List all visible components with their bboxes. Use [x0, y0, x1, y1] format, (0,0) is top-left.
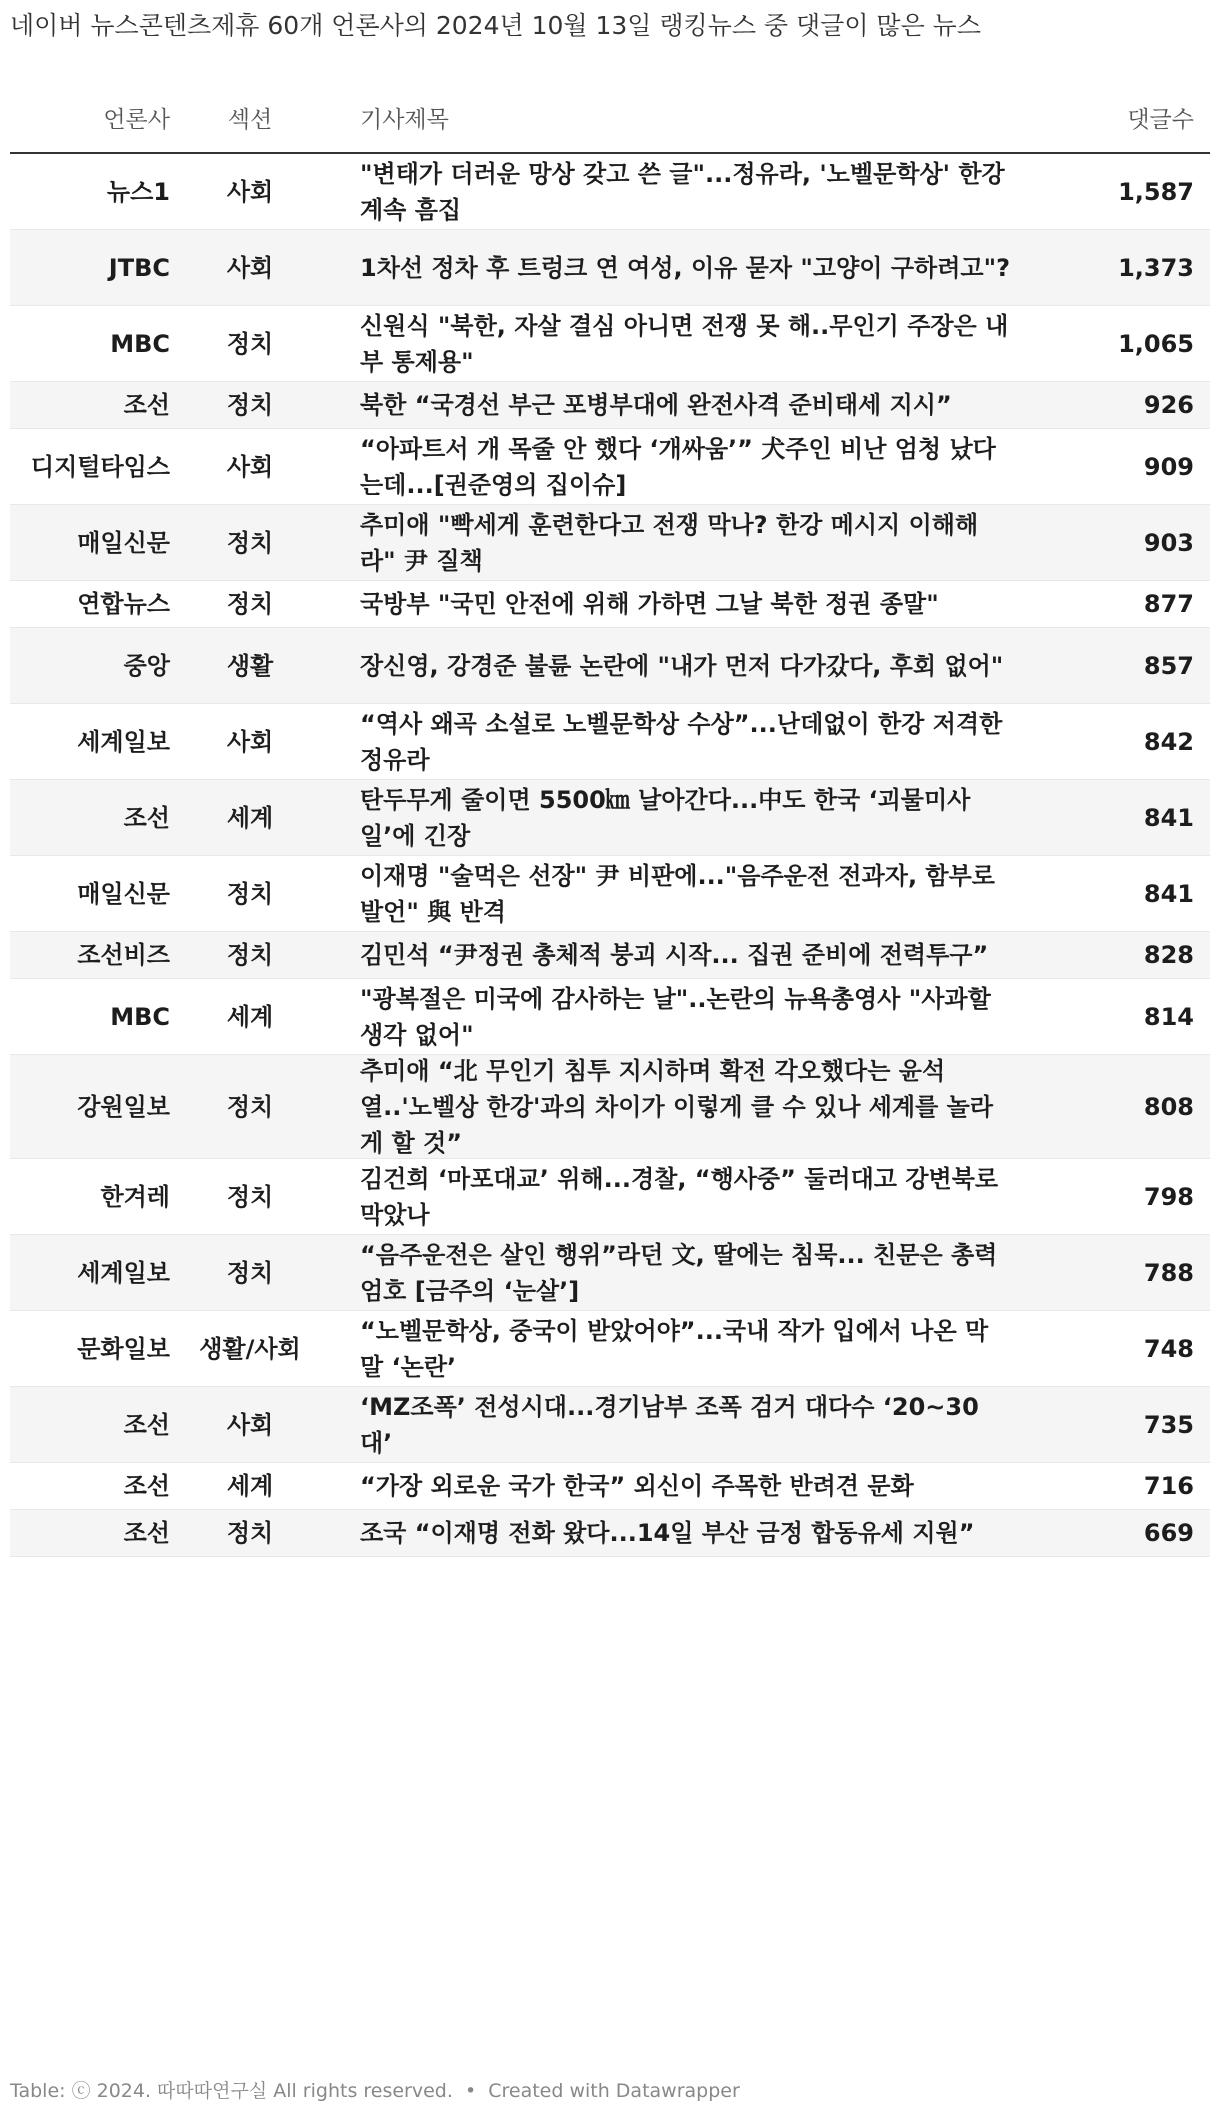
- section-cell: 정치: [226, 1092, 274, 1121]
- headline-cell[interactable]: 추미애 "빡세게 훈련한다고 전쟁 막나? 한강 메시지 이해해라" 尹 질책: [360, 510, 979, 575]
- headline-cell[interactable]: “노벨문학상, 중국이 받았어야”...국내 작가 입에서 나온 막말 ‘논란’: [360, 1316, 989, 1381]
- table-row: [10, 1235, 1210, 1311]
- table-row: [10, 979, 1210, 1055]
- comment-count-cell: 841: [1143, 879, 1194, 908]
- table-row: [10, 1463, 1210, 1510]
- table-row: [10, 154, 1210, 230]
- headline-cell[interactable]: “가장 외로운 국가 한국” 외신이 주목한 반려견 문화: [360, 1472, 914, 1500]
- table-row: [10, 856, 1210, 932]
- section-cell: 세계: [226, 1472, 274, 1500]
- table-row: [10, 628, 1210, 704]
- footer-credit: Table: ⓒ 2024. 따따따연구실 All rights reserved.: [10, 2080, 453, 2102]
- table-row: [10, 230, 1210, 306]
- comment-count-cell: 1,065: [1118, 329, 1194, 358]
- comment-count-cell: 788: [1143, 1258, 1194, 1287]
- section-cell: 사회: [226, 177, 274, 206]
- section-cell: 사회: [226, 253, 274, 282]
- outlet-cell: 연합뉴스: [77, 590, 170, 618]
- headline-cell[interactable]: "광복절은 미국에 감사하는 날"..논란의 뉴욕총영사 "사과할 생각 없어": [360, 984, 991, 1049]
- comment-count-cell: 857: [1143, 651, 1194, 680]
- table-row: [10, 1311, 1210, 1387]
- column-header-outlet: 언론사: [103, 106, 170, 133]
- headline-cell[interactable]: 1차선 정차 후 트렁크 연 여성, 이유 묻자 "고양이 구하려고"?: [360, 253, 1010, 282]
- section-cell: 사회: [226, 1410, 274, 1439]
- table-row: [10, 1387, 1210, 1463]
- footer-tool-link[interactable]: Created with Datawrapper: [488, 2080, 740, 2102]
- headline-cell[interactable]: “음주운전은 살인 행위”라던 文, 딸에는 침묵... 친문은 총력 엄호 [금주의 ‘눈살’]: [360, 1240, 998, 1305]
- outlet-cell: 매일신문: [77, 879, 170, 908]
- outlet-cell: 조선비즈: [77, 941, 170, 969]
- section-cell: 정치: [226, 590, 274, 618]
- comment-count-cell: 926: [1143, 391, 1194, 419]
- table-row: [10, 780, 1210, 856]
- section-cell: 정치: [226, 1182, 274, 1211]
- headline-cell[interactable]: “역사 왜곡 소설로 노벨문학상 수상”...난데없이 한강 저격한 정유라: [360, 709, 1003, 774]
- comment-count-cell: 1,587: [1118, 177, 1194, 206]
- outlet-cell: 조선: [123, 803, 170, 832]
- headline-cell[interactable]: 장신영, 강경준 불륜 논란에 "내가 먼저 다가갔다, 후회 없어": [360, 651, 1004, 680]
- comment-count-cell: 842: [1143, 727, 1194, 756]
- section-cell: 정치: [226, 1258, 274, 1287]
- table-row: [10, 505, 1210, 581]
- table-row: [10, 429, 1210, 505]
- table-row: [10, 306, 1210, 382]
- section-cell: 정치: [226, 1519, 274, 1547]
- section-cell: 사회: [226, 452, 274, 481]
- comment-count-cell: 828: [1143, 941, 1194, 969]
- table-row: [10, 382, 1210, 429]
- outlet-cell: 조선: [123, 1519, 170, 1547]
- comment-count-cell: 798: [1143, 1182, 1194, 1211]
- table-row: [10, 1159, 1210, 1235]
- chart-title: 네이버 뉴스콘텐츠제휴 60개 언론사의 2024년 10월 13일 랭킹뉴스 중 댓글이 많은 뉴스: [10, 11, 981, 40]
- outlet-cell: 조선: [123, 391, 170, 419]
- headline-cell[interactable]: 김민석 “尹정권 총체적 붕괴 시작... 집권 준비에 전력투구”: [360, 941, 989, 969]
- outlet-cell: 조선: [123, 1472, 170, 1500]
- outlet-cell: 디지털타임스: [30, 452, 170, 481]
- section-cell: 세계: [226, 803, 274, 832]
- table-row: [10, 581, 1210, 628]
- comment-count-cell: 669: [1143, 1519, 1194, 1547]
- section-cell: 사회: [226, 727, 274, 756]
- headline-cell[interactable]: 신원식 "북한, 자살 결심 아니면 전쟁 못 해..무인기 주장은 내부 통제용": [360, 311, 1009, 376]
- comment-count-cell: 808: [1143, 1092, 1194, 1121]
- comment-count-cell: 903: [1143, 528, 1194, 557]
- section-cell: 정치: [226, 941, 274, 969]
- comment-count-cell: 1,373: [1118, 253, 1194, 282]
- outlet-cell: 뉴스1: [106, 177, 170, 206]
- table-row: [10, 1510, 1210, 1557]
- headline-cell[interactable]: ‘MZ조폭’ 전성시대...경기남부 조폭 검거 대다수 ‘20~30대’: [360, 1392, 979, 1457]
- headline-cell[interactable]: 탄두무게 줄이면 5500㎞ 날아간다...中도 한국 ‘괴물미사일’에 긴장: [360, 785, 971, 850]
- column-header-headline: 기사제목: [360, 106, 449, 133]
- comment-count-cell: 814: [1143, 1002, 1194, 1031]
- outlet-cell: 중앙: [123, 651, 170, 680]
- outlet-cell: 조선: [123, 1410, 170, 1439]
- table-row: [10, 932, 1210, 979]
- column-header-section: 섹션: [227, 106, 273, 133]
- outlet-cell: 한겨레: [100, 1182, 170, 1211]
- outlet-cell: 세계일보: [77, 727, 170, 756]
- headline-cell[interactable]: 이재명 "술먹은 선장" 尹 비판에..."음주운전 전과자, 함부로 발언" 與 반격: [360, 861, 995, 926]
- outlet-cell: MBC: [110, 1002, 170, 1031]
- outlet-cell: 세계일보: [77, 1258, 170, 1287]
- comment-count-cell: 841: [1143, 803, 1194, 832]
- footer: [10, 2076, 740, 2103]
- headline-cell[interactable]: 북한 “국경선 부근 포병부대에 완전사격 준비태세 지시”: [360, 391, 952, 419]
- table-row: [10, 1055, 1210, 1159]
- headline-cell[interactable]: 김건희 ‘마포대교’ 위해...경찰, “행사중” 둘러대고 강변북로 막았나: [360, 1164, 999, 1229]
- outlet-cell: 문화일보: [77, 1334, 170, 1363]
- comment-count-cell: 735: [1143, 1410, 1194, 1439]
- outlet-cell: 강원일보: [77, 1092, 170, 1121]
- section-cell: 생활/사회: [199, 1334, 301, 1363]
- comment-count-cell: 909: [1143, 452, 1194, 481]
- table-body: [10, 154, 1210, 1557]
- section-cell: 정치: [226, 329, 274, 358]
- footer-separator: •: [464, 2080, 477, 2102]
- outlet-cell: JTBC: [108, 253, 170, 282]
- headline-cell[interactable]: “아파트서 개 목줄 안 했다 ‘개싸움’” 犬주인 비난 엄청 났다는데...[권준영의 집이슈]: [360, 434, 996, 499]
- section-cell: 정치: [226, 528, 274, 557]
- headline-cell[interactable]: 추미애 “北 무인기 침투 지시하며 확전 각오했다는 윤석열..'노벨상 한강'과의 차이가 이렇게 클 수 있나 세계를 놀라게 할 것”: [360, 1056, 994, 1157]
- section-cell: 세계: [226, 1002, 274, 1031]
- section-cell: 생활: [226, 651, 274, 680]
- comment-ranking-table: [10, 82, 1210, 1557]
- outlet-cell: 매일신문: [77, 528, 170, 557]
- outlet-cell: MBC: [110, 329, 170, 358]
- section-cell: 정치: [226, 879, 274, 908]
- comment-count-cell: 748: [1143, 1334, 1194, 1363]
- table-row: [10, 704, 1210, 780]
- headline-cell[interactable]: "변태가 더러운 망상 갖고 쓴 글"...정유라, '노벨문학상' 한강 계속 흠집: [360, 159, 1005, 224]
- table-header: [10, 82, 1210, 154]
- column-header-comments: 댓글수: [1127, 106, 1194, 133]
- comment-count-cell: 877: [1143, 590, 1194, 618]
- headline-cell[interactable]: 국방부 "국민 안전에 위해 가하면 그날 북한 정권 종말": [360, 590, 939, 618]
- headline-cell[interactable]: 조국 “이재명 전화 왔다...14일 부산 금정 합동유세 지원”: [360, 1519, 975, 1547]
- comment-count-cell: 716: [1143, 1472, 1194, 1500]
- section-cell: 정치: [226, 391, 274, 419]
